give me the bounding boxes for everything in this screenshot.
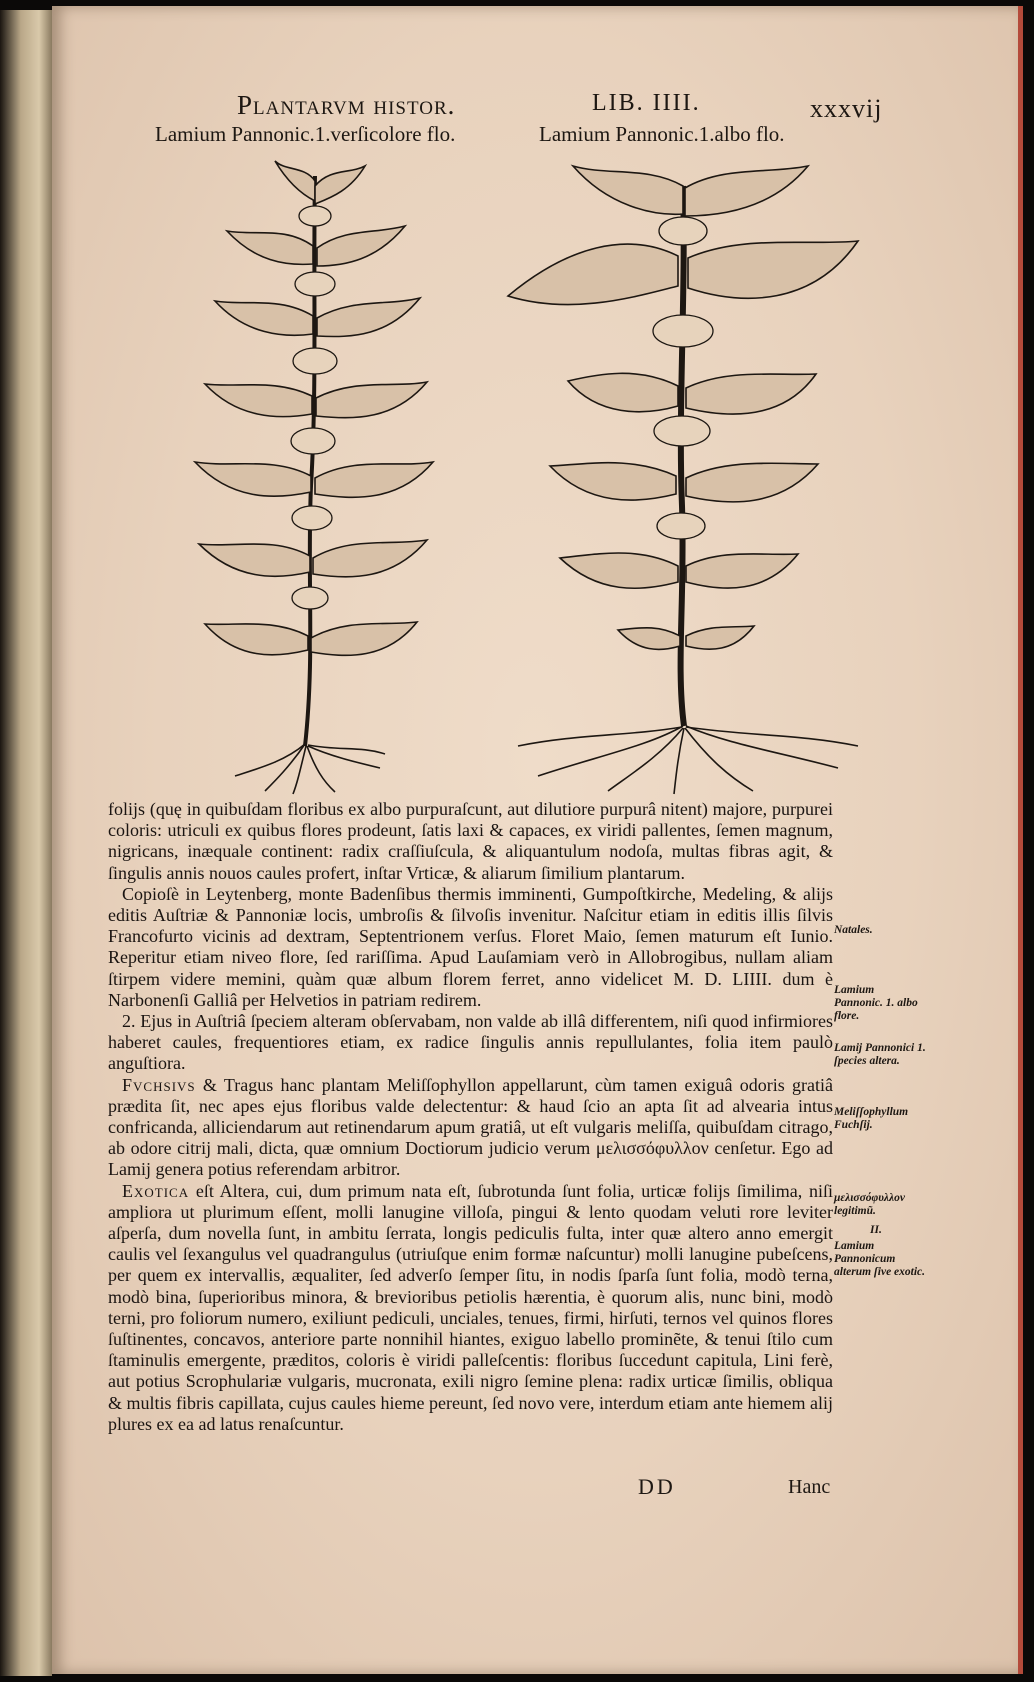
plant-roots — [235, 744, 385, 794]
margin-note: Lamium Pannonic. 1. albo flore. — [834, 984, 918, 1022]
paragraph-second-species: 2. Ejus in Auſtriâ ſpeciem alteram obſervabam, non valde ab illâ differentem, niſi quod infirmiores haberet caules, frequentiores etiam, ex radice ſingulis annis repullulantes, folia item paulò anguſtiora. — [108, 1011, 833, 1074]
right-figure-caption: Lamium Pannonic.1.albo flo. — [539, 122, 785, 146]
signature-mark: DD — [638, 1474, 676, 1499]
paragraph-description-end: folijs (quę in quibuſdam floribus ex albo purpuraſcunt, aut dilutiore purpurâ nitent) majore, purpurei coloris: utriculi ex quibus flores prodeunt, ſatis laxi & capaces, ex viridi pallentes, ſemen magnum, nigricans, inæquale continent: radix craſſiuſcula, & aliquantulum nodoſa, multas fibras agit, & ſingulis annis nouos caules profert, inſtar Vrticæ, & aliarum ſimilium plantarum. — [108, 799, 833, 883]
margin-note: Meliſſophyllum Fuchſij. — [834, 1106, 909, 1131]
paragraph-fuchsius: Fvchsivs & Tragus hanc plantam Meliſſophyllon appellarunt, cùm tamen exiguâ odoris gratiâ prædita ſit, nec apes ejus floribus valde delectentur: & haud ſcio an apta ſit ad alvearia intus confricanda, alliciendarum aut retinendarum apum gratiâ, ut eſt vulgaris meliſſa, quibuſdam citrago, ab odore citrij mali, dicta, quæ omnium Doctiorum judicio verum μελισσόφυλλον cenſetur. Ego ad Lamij genera potius referendam arbitror. — [108, 1074, 833, 1180]
folio-number: xxxvij — [810, 94, 883, 123]
previous-page-edge — [0, 10, 52, 1676]
left-figure-caption: Lamium Pannonic.1.verſicolore flo. — [155, 122, 456, 146]
margin-note: Lamium Pannonicum alterum ſive exotic. — [834, 1240, 926, 1278]
right-plant-woodcut — [478, 146, 908, 796]
margin-note: Natales. — [834, 924, 873, 936]
paragraph-habitat: Copioſè in Leytenberg, monte Badenſibus thermis imminenti, Gumpoſtkirche, Medeling, & alijs editis Auſtriæ & Pannoniæ locis, umbroſis & ſilvoſis invenitur. Naſcitur etiam in editis illis ſilvis Francofurto vicinis ad dextram, Septentrionem verſus. Floret Maio, ſemen maturum eſt Iunio. Reperitur etiam niveo flore, ſed rariſſima. Apud Lauſamiam verò in Allobrogibus, nullam aliam ſtirpem videre memini, quàm quæ album florem ferret, anno videlicet M. D. LIIII. dum è Narbonenſi Galliâ per Helvetios in patriam redirem. — [108, 883, 833, 1010]
margin-note: μελισσόφυλλον legitimũ. — [834, 1192, 905, 1217]
margin-note: II. — [870, 1224, 882, 1236]
catchword: Hanc — [788, 1476, 831, 1498]
lead-word: Fvchsivs — [122, 1074, 196, 1095]
left-plant-woodcut — [165, 156, 455, 796]
running-title: Plantarvm histor. — [237, 90, 456, 120]
book-number: LIB. IIII. — [592, 90, 701, 116]
paragraph-exotica: Exotica eſt Altera, cui, dum primum nata eſt, ſubrotunda ſunt folia, urticæ folijs ſimilima, niſi ampliora ut plurimum eſſent, molli lanugine villoſa, pingui & lento quodam veluti rore leviter aſperſa, dum novella ſunt, in ambitu ſerrata, longis pediculis fulta, inter quæ altero anno emergit caulis vel ſexangulus vel quadrangulus (utriuſque enim formæ naſcuntur) molli lanugine pubeſcens, per quem ex intervallis, æqualiter, ſed adverſo ſemper ſitu, in nodis ſparſa ſunt folia, modò terna, modò bina, ſuperioribus minora, & brevioribus petiolis hærentia, è quorum alis, nunc bini, modò terni, pro foliorum numero, exiliunt pediculi, unciales, tenues, firmi, hirſuti, ternos vel quinos flores ſuſtinentes, concavos, anteriore parte nonnihil hiantes, exiguo labello prominẽte, & tenui ſtilo cum ſtaminulis emergente, præditos, coloris è viridi palleſcentis: floribus ſuccedunt capitula, Lini ferè, aut potius Scrophulariæ vulgaris, mucronata, exili nigro ſemine plena: radix urticæ ſimilis, obliqua & multis fibris capillata, cujus caules hieme pereunt, ſed novo vere, interdum etiam ante hiemem alij plures ex ea ad latus renaſcuntur. — [108, 1180, 833, 1434]
book-page — [52, 6, 1023, 1674]
plant-stem — [681, 186, 684, 726]
plant-roots — [518, 726, 858, 794]
margin-note: Lamij Pannonici 1. ſpecies altera. — [834, 1042, 926, 1067]
body-text — [108, 799, 833, 1435]
lead-word: Exotica — [122, 1180, 190, 1201]
